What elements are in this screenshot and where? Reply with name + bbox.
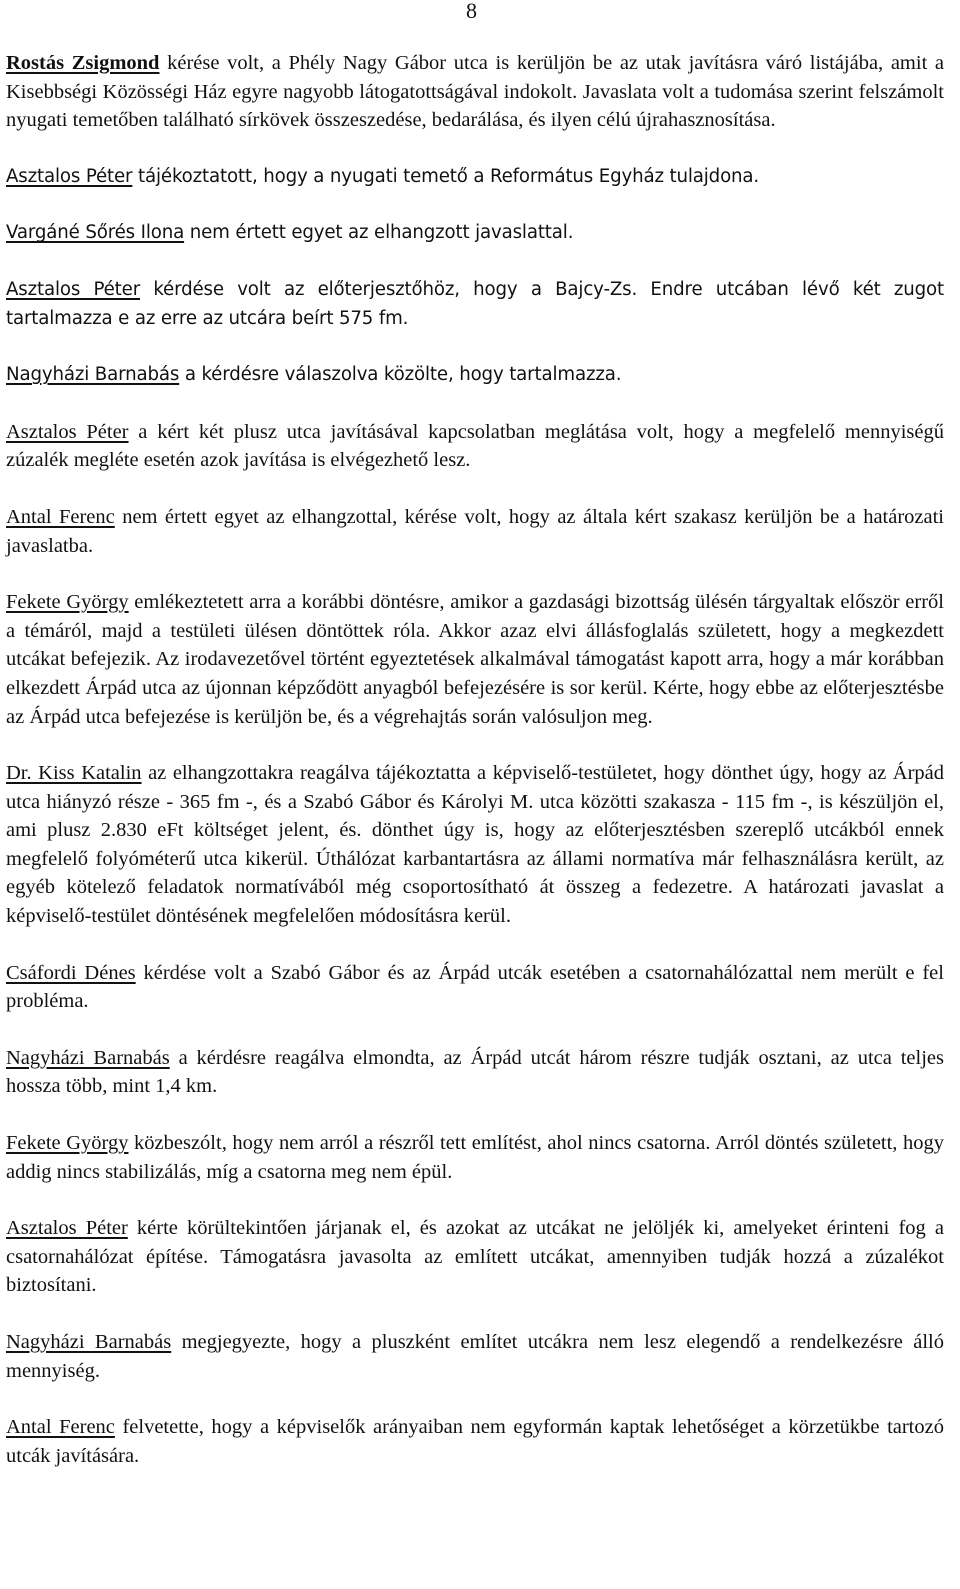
speaker-name: Asztalos Péter xyxy=(6,420,129,443)
page-number: 8 xyxy=(466,0,477,23)
paragraph-text: kérte körültekintően járjanak el, és azokat az utcákat ne jelöljék ki, amelyeket érinteni fog a csatornahálózat építése. Támogatásra javasolta az említett utcákat, amennyiben tudják hozzá a zúzalékot biztosítani. xyxy=(6,1217,944,1297)
speaker-name: Nagyházi Barnabás xyxy=(6,1331,172,1353)
paragraph-kiss xyxy=(6,759,944,931)
paragraph-text: közbeszólt, hogy nem arról a részről tett említést, ahol nincs csatorna. Arról döntés született, hogy addig nincs stabilizálás, míg a csatorna meg nem épül. xyxy=(6,1132,944,1183)
paragraph-asztalos-1 xyxy=(6,163,944,192)
paragraph-text: a kért két plusz utca javításával kapcsolatban meglátása volt, hogy a megfelelő mennyiségű zúzalék megléte esetén azok javítása is elvégezhető lesz. xyxy=(6,420,944,472)
paragraph-asztalos-3 xyxy=(6,418,944,475)
paragraph-text: a kérdésre válaszolva közölte, hogy tartalmazza. xyxy=(179,364,622,386)
paragraph-nagyhazi-3 xyxy=(6,1328,944,1385)
paragraph-rostas xyxy=(6,49,944,135)
paragraph-text: kérdése volt az előterjesztőhöz, hogy a Bajcy-Zs. Endre utcában lévő két zugot tartalmazza e az erre az utcára beírt 575 fm. xyxy=(6,278,945,329)
paragraph-antal-1 xyxy=(6,503,944,560)
paragraph-antal-2 xyxy=(6,1413,944,1470)
paragraph-fekete-1 xyxy=(6,588,944,731)
paragraph-text: kérése volt, a Phély Nagy Gábor utca is kerüljön be az utak javításra váró listájába, amit a Kisebbségi Közösségi Ház egyre nagyobb látogatottságával indokolt. Javaslata volt a tudomása szerint felszámolt nyugati temetőben található sírkövek összeszedése, bedarálása, és ilyen célú újrahasznosítása. xyxy=(6,52,945,132)
paragraph-text: tájékoztatott, hogy a nyugati temető a Református Egyház tulajdona. xyxy=(132,165,760,187)
paragraph-text: emlékeztetett arra a korábbi döntésre, amikor a gazdasági bizottság ülésén tárgyaltak először erről a témáról, majd a testületi ülésen döntöttek róla. Akkor azaz elvi állásfoglalás született, hogy a megkezdett utcákat befejezik. Az irodavezetővel történt egyeztetések alkalmával támogatást kapott arra, hogy a már korábban elkezdett Árpád utca az újonnan képződött anyagból befejezésére is sor kerül. Kérte, hogy ebbe az előterjesztésbe az Árpád utca befejezése is kerüljön be, és a végrehajtás során valósuljon meg. xyxy=(6,591,944,728)
paragraph-csafordi xyxy=(6,959,944,1016)
paragraph-text: az elhangzottakra reagálva tájékoztatta a képviselő-testületet, hogy dönthet úgy, hogy az Árpád utca hiányzó része - 365 fm -, és a Szabó Gábor és Károlyi M. utca közötti szakasza - 115 fm -, is készüljön el, ami plusz 2.830 eFt költséget jelent, és. dönthet úgy is, hogy az előterjesztésben szereplő utcákból ennek megfelelő folyóméterű utca kikerül. Úthálózat karbantartásra az állami normatíva már felhasználásra került, az egyéb kötelező feladatok normatívából még csoportosítható át összeg a fedezetre. A határozati javaslat a képviselő-testület döntésének megfelelően módosításra kerül. xyxy=(6,762,945,928)
speaker-name: Nagyházi Barnabás xyxy=(6,1046,170,1069)
speaker-name: Asztalos Péter xyxy=(6,1217,128,1240)
paragraph-text: felvetette, hogy a képviselők arányaiban nem egyformán kaptak lehetőséget a körzetükbe tartozó utcák javítására. xyxy=(6,1416,944,1467)
speaker-name: Antal Ferenc xyxy=(6,505,115,528)
speaker-name: Vargáné Sőrés Ilona xyxy=(6,222,185,244)
paragraph-nagyhazi-2 xyxy=(6,1044,944,1101)
paragraph-nagyhazi-1 xyxy=(6,361,944,390)
paragraph-asztalos-4 xyxy=(6,1214,944,1300)
speaker-name: Dr. Kiss Katalin xyxy=(6,762,142,785)
paragraph-text: nem értett egyet az elhangzott javaslattal. xyxy=(184,222,574,244)
speaker-name: Rostás Zsigmond xyxy=(6,52,160,74)
paragraph-asztalos-2 xyxy=(6,276,944,333)
speaker-name: Asztalos Péter xyxy=(6,165,133,187)
speaker-name: Fekete György xyxy=(6,1132,129,1155)
paragraph-text: a kérdésre reagálva elmondta, az Árpád utcát három részre tudják osztani, az utca teljes hossza több, mint 1,4 km. xyxy=(6,1046,944,1098)
paragraph-text: kérdése volt a Szabó Gábor és az Árpád utcák esetében a csatornahálózattal nem merült e fel probléma. xyxy=(6,961,944,1013)
paragraph-text: megjegyezte, hogy a pluszként említet utcákra nem lesz elegendő a rendelkezésre álló mennyiség. xyxy=(6,1331,944,1382)
speaker-name: Asztalos Péter xyxy=(6,278,141,300)
speaker-name: Fekete György xyxy=(6,591,129,614)
paragraph-vargane xyxy=(6,219,944,248)
paragraph-text: nem értett egyet az elhangzottal, kérése volt, hogy az általa kért szakasz kerüljön be a határozati javaslatba. xyxy=(6,505,944,557)
speaker-name: Antal Ferenc xyxy=(6,1416,115,1439)
speaker-name: Csáfordi Dénes xyxy=(6,961,136,984)
minutes-body xyxy=(6,49,944,1498)
speaker-name: Nagyházi Barnabás xyxy=(6,364,180,386)
paragraph-fekete-2 xyxy=(6,1129,944,1186)
